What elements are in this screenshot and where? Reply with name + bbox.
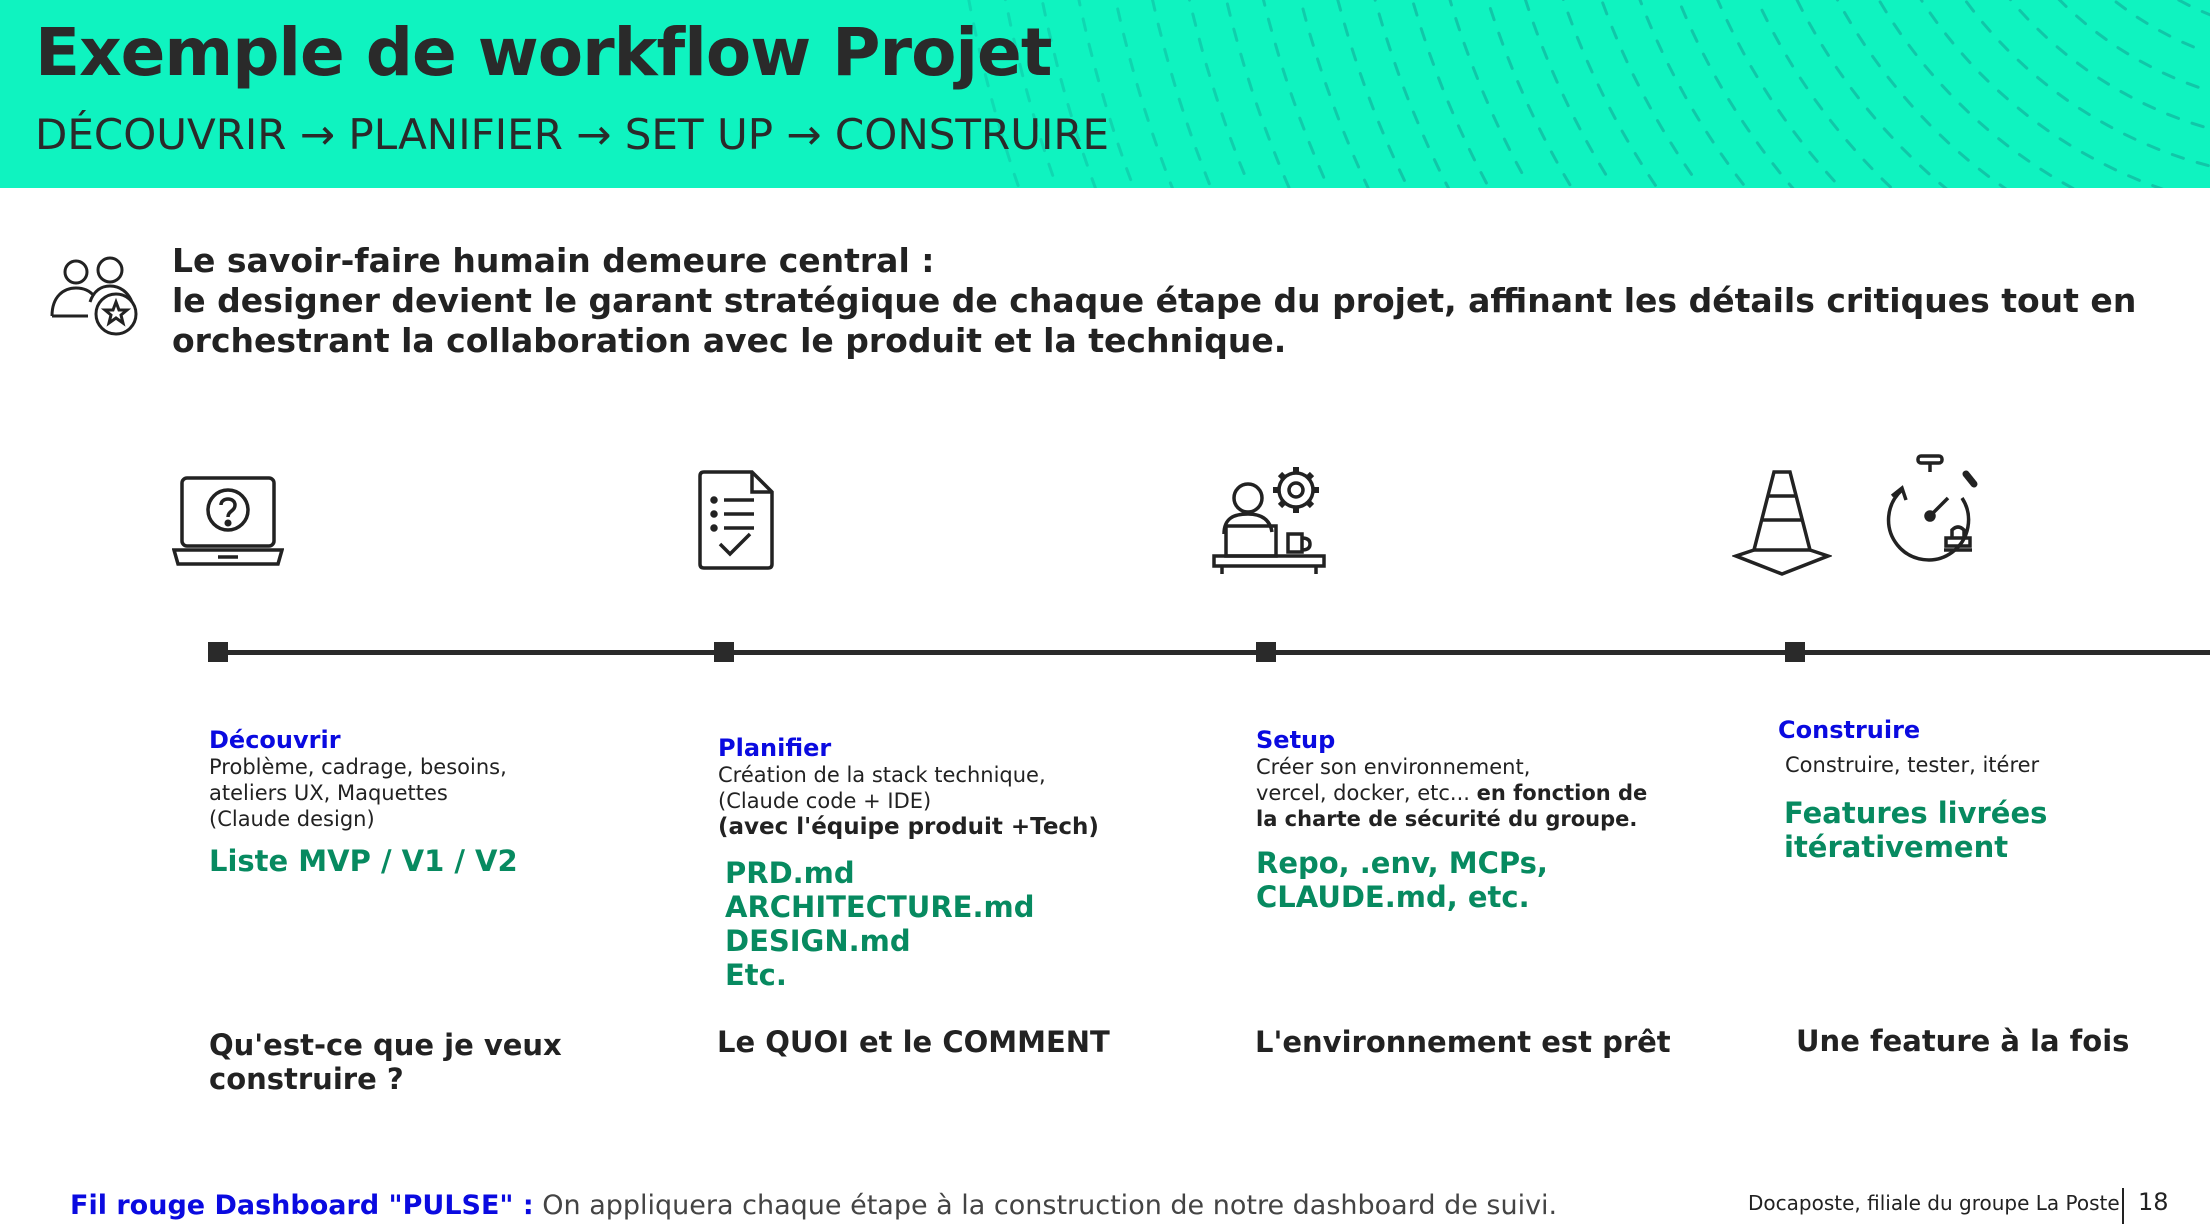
fil-rouge-text: On appliquera chaque étape à la construction de notre dashboard de suivi.: [533, 1190, 1558, 1221]
desc-bold: la charte de sécurité du groupe.: [1256, 807, 1638, 831]
phase-construire: [1778, 716, 2047, 864]
checklist-document-icon: [696, 468, 778, 572]
phase-name: Setup: [1256, 726, 1336, 754]
desc-line: Création de la stack technique,: [718, 763, 1046, 787]
page-number: 18: [2138, 1188, 2169, 1216]
developer-gear-icon: [1212, 462, 1326, 576]
laptop-question-icon: [172, 472, 284, 568]
desc-line: ateliers UX, Maquettes: [209, 781, 448, 805]
footer-divider: [2122, 1188, 2124, 1224]
phase-name: Planifier: [718, 734, 832, 762]
deliverable-item: Features livrées: [1784, 796, 2048, 830]
deliverable-item: Repo, .env, MCPs,: [1256, 846, 1548, 880]
phase-tagline-planifier: [717, 1025, 1110, 1059]
phase-tagline-construire: [1796, 1024, 2129, 1058]
deliverable-item: DESIGN.md: [725, 924, 911, 958]
phase-description: [718, 762, 1099, 840]
desc-line-bold: (avec l'équipe produit +Tech): [718, 814, 1099, 840]
timeline-node-setup: [1256, 642, 1276, 662]
tagline-line: L'environnement est prêt: [1255, 1025, 1671, 1059]
phase-deliverables: [209, 844, 518, 878]
tagline-line: construire ?: [209, 1062, 404, 1096]
phase-tagline-setup: [1255, 1025, 1671, 1059]
intro-line-2: le designer devient le garant stratégique de chaque étape du projet, affinant les détails critiques tout en: [172, 281, 2137, 320]
phase-deliverables: [1784, 796, 2047, 864]
timeline-node-planifier: [714, 642, 734, 662]
company-credit: Docaposte, filiale du groupe La Poste: [1748, 1191, 2120, 1215]
intro-statement: [172, 241, 2137, 361]
phase-description: [1785, 752, 2047, 778]
tagline-line: Le QUOI et le COMMENT: [717, 1025, 1110, 1059]
desc-line: Créer son environnement,: [1256, 755, 1531, 779]
desc-line: (Claude code + IDE): [718, 789, 932, 813]
deliverable-item: Liste MVP / V1 / V2: [209, 844, 518, 878]
tagline-line: Qu'est-ce que je veux: [209, 1028, 562, 1062]
traffic-cone-icon: [1732, 466, 1832, 576]
phase-planifier: [718, 734, 1099, 992]
fil-rouge-label: Fil rouge Dashboard "PULSE" :: [70, 1190, 534, 1221]
intro-line-3: orchestrant la collaboration avec le produit et la technique.: [172, 321, 1287, 360]
desc-plain: vercel, docker, etc...: [1256, 781, 1477, 805]
tagline-line: Une feature à la fois: [1796, 1024, 2130, 1058]
fil-rouge-note: [70, 1190, 1557, 1221]
users-star-icon: [48, 252, 144, 340]
timeline-line: [208, 650, 2210, 655]
phase-name: Découvrir: [209, 726, 341, 754]
stopwatch-cycle-icon: [1878, 454, 1984, 562]
page-subtitle: DÉCOUVRIR → PLANIFIER → SET UP → CONSTRUIRE: [35, 110, 1110, 159]
phase-deliverables: [725, 856, 1099, 992]
deliverable-item: PRD.md: [725, 856, 855, 890]
phase-deliverables: [1256, 846, 1647, 914]
timeline-node-construire: [1785, 642, 1805, 662]
deliverable-item: Etc.: [725, 958, 787, 992]
desc-line: [1256, 780, 1647, 806]
desc-line: (Claude design): [209, 807, 375, 831]
phase-description: [209, 754, 518, 832]
desc-bold: en fonction de: [1476, 781, 1648, 805]
header-banner: [0, 0, 2210, 188]
desc-line: Problème, cadrage, besoins,: [209, 755, 507, 779]
timeline-node-decouvrir: [208, 642, 228, 662]
page-title: Exemple de workflow Projet: [35, 14, 1052, 91]
phase-setup: [1256, 726, 1647, 914]
phase-name: Construire: [1778, 716, 1921, 744]
phase-description: [1256, 754, 1647, 832]
phase-tagline-decouvrir: [209, 1028, 562, 1096]
deliverable-item: ARCHITECTURE.md: [725, 890, 1035, 924]
deliverable-item: itérativement: [1784, 830, 2009, 864]
deliverable-item: CLAUDE.md, etc.: [1256, 880, 1530, 914]
phase-decouvrir: [209, 726, 518, 878]
desc-line: Construire, tester, itérer: [1785, 753, 2040, 777]
intro-line-1: Le savoir-faire humain demeure central :: [172, 241, 935, 280]
